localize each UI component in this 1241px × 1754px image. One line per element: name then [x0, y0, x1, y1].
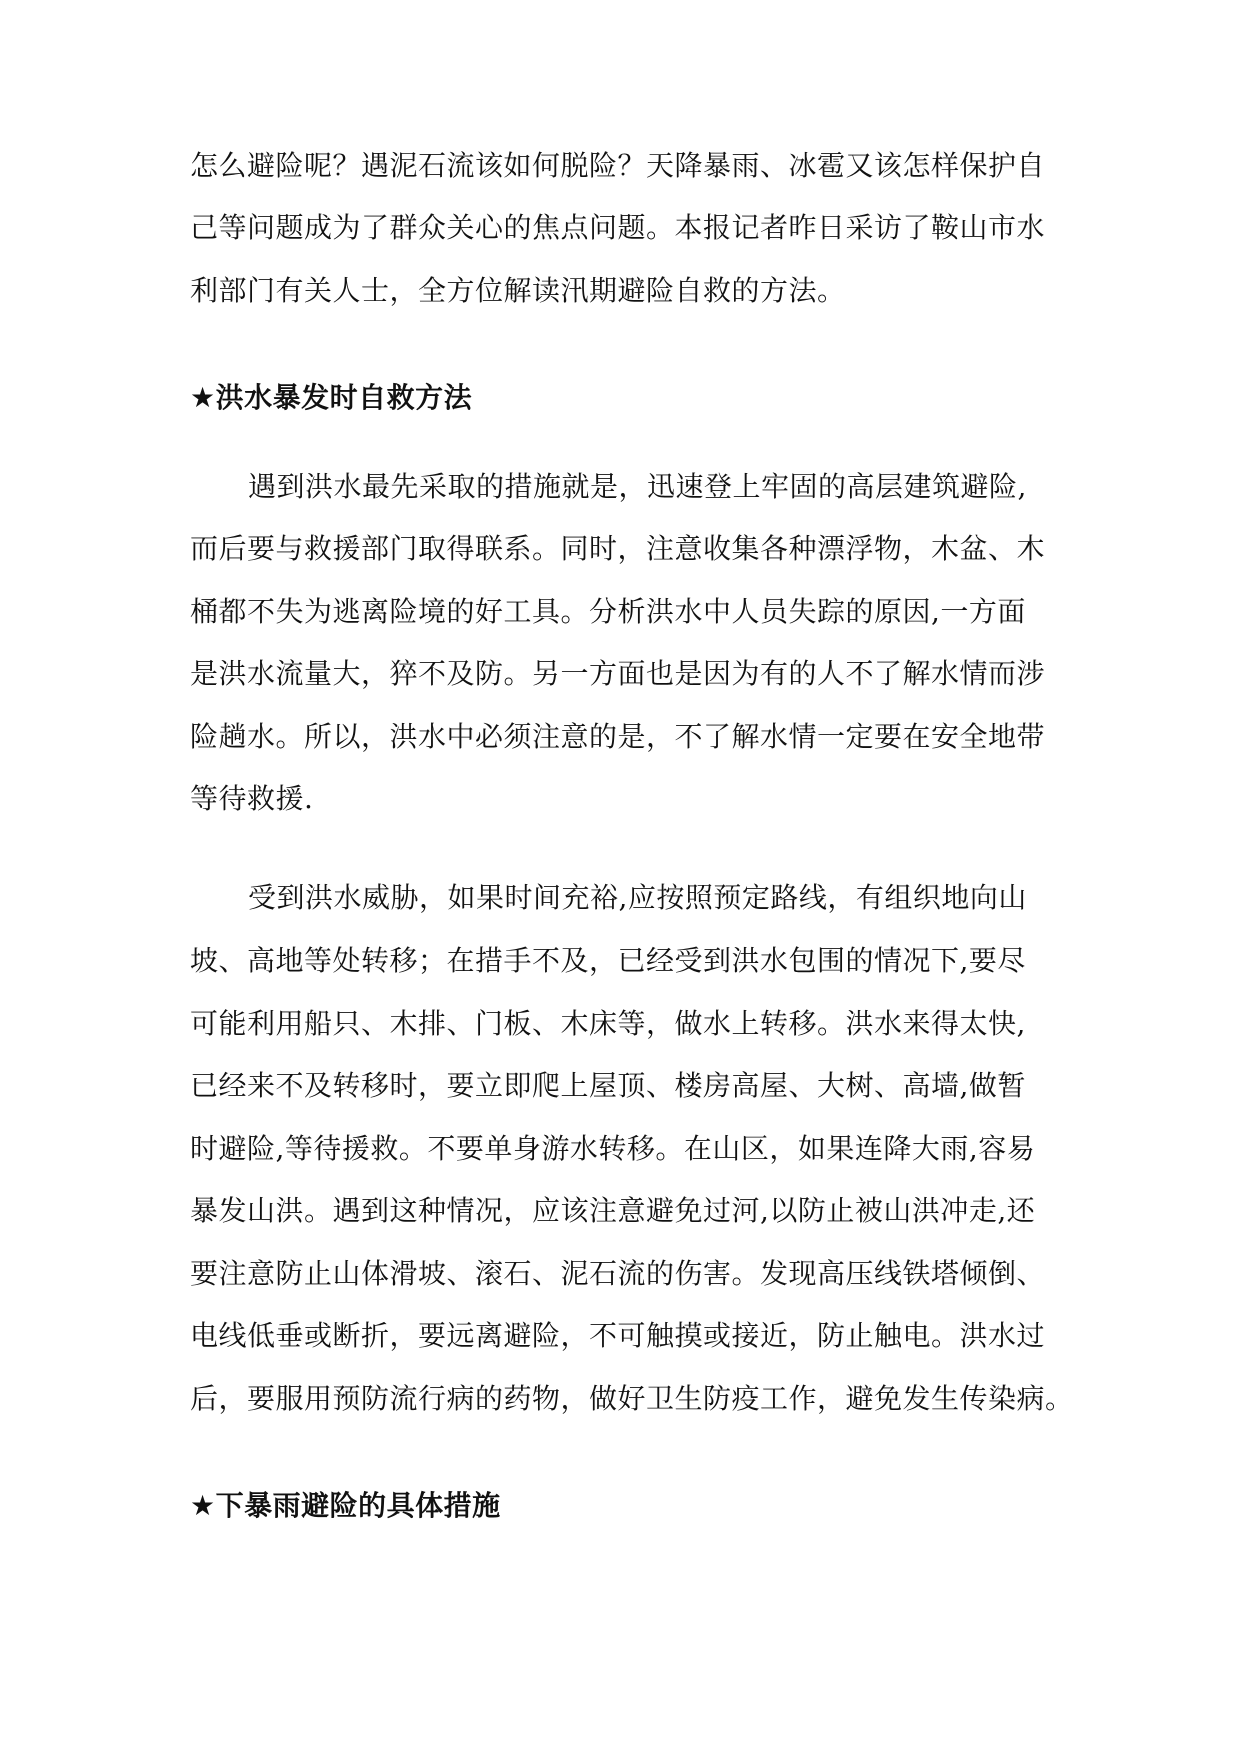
paragraph-line: 要注意防止山体滑坡、滚石、泥石流的伤害。发现高压线铁塔倾倒、	[190, 1257, 1046, 1290]
paragraph-line: 桶都不失为逃离险境的好工具。分析洪水中人员失踪的原因,一方面	[190, 595, 1026, 628]
intro-line: 怎么避险呢？遇泥石流该如何脱险？天降暴雨、冰雹又该怎样保护自	[190, 149, 1046, 182]
intro-line: 利部门有关人士，全方位解读汛期避险自救的方法。	[190, 274, 846, 307]
paragraph-line: 坡、高地等处转移；在措手不及，已经受到洪水包围的情况下,要尽	[190, 944, 1026, 977]
paragraph-line: 而后要与救援部门取得联系。同时，注意收集各种漂浮物，木盆、木	[190, 532, 1046, 565]
paragraph-line: 可能利用船只、木排、门板、木床等，做水上转移。洪水来得太快,	[190, 1007, 1026, 1040]
paragraph-line: 是洪水流量大，猝不及防。另一方面也是因为有的人不了解水情而涉	[190, 657, 1046, 690]
paragraph-line: 遇到洪水最先采取的措施就是，迅速登上牢固的高层建筑避险,	[248, 470, 1027, 503]
paragraph-line: 暴发山洪。遇到这种情况，应该注意避免过河,以防止被山洪冲走,还	[190, 1194, 1036, 1227]
paragraph-line: 等待救援.	[190, 782, 314, 815]
paragraph-line: 已经来不及转移时，要立即爬上屋顶、楼房高屋、大树、高墙,做暂	[190, 1069, 1026, 1102]
paragraph-line: 时避险,等待援救。不要单身游水转移。在山区，如果连降大雨,容易	[190, 1132, 1036, 1165]
paragraph-line: 电线低垂或断折，要远离避险，不可触摸或接近，防止触电。洪水过	[190, 1319, 1046, 1352]
paragraph-line: 险趟水。所以，洪水中必须注意的是，不了解水情一定要在安全地带	[190, 720, 1046, 753]
section-heading-flood-self-rescue: ★洪水暴发时自救方法	[190, 381, 473, 414]
paragraph-line: 后，要服用预防流行病的药物，做好卫生防疫工作，避免发生传染病。	[190, 1382, 1074, 1415]
section-heading-rainstorm-measures: ★下暴雨避险的具体措施	[190, 1489, 501, 1522]
intro-line: 己等问题成为了群众关心的焦点问题。本报记者昨日采访了鞍山市水	[190, 211, 1046, 244]
paragraph-line: 受到洪水威胁，如果时间充裕,应按照预定路线，有组织地向山	[248, 881, 1027, 914]
